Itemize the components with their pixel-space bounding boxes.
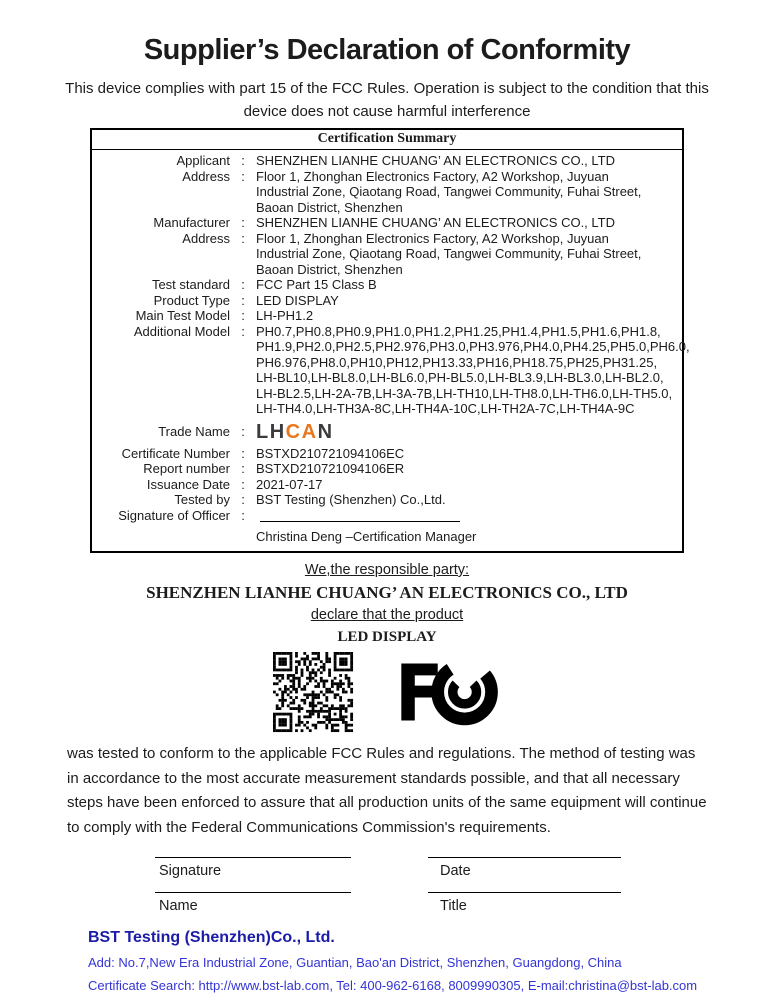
signature-of-officer-label: Signature of Officer <box>118 507 230 523</box>
row-manufacturer: Manufacturer : SHENZHEN LIANHE CHUANG’ AN ELECTRONICS CO., LTD <box>94 215 674 231</box>
row-issuance-date: Issuance Date : 2021-07-17 <box>94 477 674 493</box>
row-test-standard: Test standard : FCC Part 15 Class B <box>94 277 674 293</box>
certification-summary-header: Certification Summary <box>92 130 682 150</box>
row-additional-model: Additional Model : PH0.7,PH0.8,PH0.9,PH1.0,PH1.2,PH1.25,PH1.4,PH1.5,PH1.6,PH1.8, PH1.9,PH2.0,PH2.5,PH2.976,PH3.0,PH3.976,PH4.0,PH4.25,PH5.0,PH6.0, PH6.976,PH8.0,PH10,PH12,PH13.33,PH16,PH18.75,PH25,PH31.25, LH-BL10,LH-BL8.0,LH-BL6.0,PH-BL5.0,LH-BL3.9,LH-BL3.0,LH-BL2.0, LH-BL2.5,LH-2A-7B,LH-3A-7B,LH-TH10,LH-TH8.0,LH-TH6.0,LH-TH5.0, LH-TH4.0,LH-TH3A-8C,LH-TH4A-10C,LH-TH2A-7C,LH-TH4A-9C <box>94 324 674 417</box>
declare-line: declare that the product <box>310 607 464 623</box>
manufacturer-address-label: Address <box>182 230 230 246</box>
tested-by-value: BST Testing (Shenzhen) Co.,Ltd. <box>256 492 446 507</box>
test-standard-value: FCC Part 15 Class B <box>256 277 377 292</box>
lab-footer <box>88 928 774 994</box>
row-applicant-address: Address : Floor 1, Zhonghan Electronics Factory, A2 Workshop, Juyuan Industrial Zone, Qiaotang Road, Tangwei Community, Fuhai Street, Baoan District, Shenzhen <box>94 169 674 216</box>
product-type-label: Product Type <box>153 292 230 308</box>
manufacturer-value: SHENZHEN LIANHE CHUANG’ AN ELECTRONICS CO., LTD <box>256 215 615 230</box>
logo-row <box>0 652 774 732</box>
signature-line <box>155 856 351 858</box>
title-line <box>428 891 621 893</box>
additional-model-label: Additional Model <box>133 323 230 339</box>
name-label: Name <box>159 898 198 914</box>
row-certificate-number: Certificate Number : BSTXD210721094106EC <box>94 446 674 462</box>
row-report-number: Report number : BSTXD210721094106ER <box>94 461 674 477</box>
issuance-date-label: Issuance Date <box>146 476 230 492</box>
conformity-statement: was tested to conform to the applicable FCC Rules and regulations. The method of testing was in accordance to the most accurate measurement standards possible, and that all necessary steps have been enforced to assure that all production units of the same equipment will continue to comply with the Federal Communications Commission's requirements. <box>67 745 707 836</box>
signature-cell <box>155 856 428 879</box>
test-standard-label: Test standard <box>151 277 230 292</box>
certification-summary-box <box>90 128 690 553</box>
row-trade-name: Trade Name : LHCAN <box>94 420 674 444</box>
compliance-subtitle-line1: This device complies with part 15 of the FCC Rules. Operation is subject to the condition that this <box>65 80 709 97</box>
lab-contact: Certificate Search: http://www.bst-lab.com, Tel: 400-962-6168, 8009990305, E-mail:christina@bst-lab.com <box>88 978 698 993</box>
declaration-section <box>0 561 774 732</box>
additional-model-value: PH0.7,PH0.8,PH0.9,PH1.0,PH1.2,PH1.25,PH1.4,PH1.5,PH1.6,PH1.8, PH1.9,PH2.0,PH2.5,PH2.976,PH3.0,PH3.976,PH4.0,PH4.25,PH5.0,PH6.0, PH6.976,PH8.0,PH10,PH12,PH13.33,PH16,PH18.75,PH25,PH31.25, LH-BL10,LH-BL8.0,LH-BL6.0,PH-BL5.0,LH-BL3.9,LH-BL3.0,LH-BL2.0, LH-BL2.5,LH-2A-7B,LH-3A-7B,LH-TH10,LH-TH8.0,LH-TH6.0,LH-TH5.0, LH-TH4.0,LH-TH3A-8C,LH-TH4A-10C,LH-TH2A-7C,LH-TH4A-9C <box>256 323 690 416</box>
compliance-subtitle <box>47 77 727 123</box>
compliance-subtitle-line2: device does not cause harmful interference <box>243 103 531 120</box>
applicant-label: Applicant <box>176 153 230 168</box>
row-product-type: Product Type : LED DISPLAY <box>94 293 674 309</box>
row-officer-name <box>94 529 674 545</box>
row-main-test-model: Main Test Model : LH-PH1.2 <box>94 308 674 324</box>
manufacturer-label: Manufacturer <box>153 215 230 230</box>
date-line <box>428 856 621 858</box>
officer-name-value: Christina Deng –Certification Manager <box>256 529 477 544</box>
report-number-label: Report number <box>143 461 230 476</box>
date-cell <box>428 856 701 879</box>
issuance-date-value: 2021-07-17 <box>256 476 323 492</box>
row-tested-by: Tested by : BST Testing (Shenzhen) Co.,Ltd. <box>94 492 674 508</box>
trade-name-label: Trade Name <box>158 423 230 439</box>
fcc-logo-icon <box>395 654 501 730</box>
certificate-number-label: Certificate Number <box>121 445 230 461</box>
declared-product: LED DISPLAY <box>337 629 437 645</box>
report-number-value: BSTXD210721094106ER <box>256 461 405 476</box>
title-cell <box>428 891 701 914</box>
lhcan-brand-logo: LHCAN <box>256 420 334 443</box>
applicant-value: SHENZHEN LIANHE CHUANG’ AN ELECTRONICS CO., LTD <box>256 153 615 168</box>
lab-company-name: BST Testing (Shenzhen)Co., Ltd. <box>88 929 335 946</box>
certificate-number-value: BSTXD210721094106EC <box>256 445 405 461</box>
page-title: Supplier’s Declaration of Conformity <box>143 34 631 66</box>
lab-address: Add: No.7,New Era Industrial Zone, Guantian, Bao'an District, Shenzhen, Guangdong, China <box>88 955 622 970</box>
row-signature-of-officer: Signature of Officer : <box>94 508 674 526</box>
row-manufacturer-address: Address : Floor 1, Zhonghan Electronics Factory, A2 Workshop, Juyuan Industrial Zone, Qiaotang Road, Tangwei Community, Fuhai Street, Baoan District, Shenzhen <box>94 231 674 278</box>
signature-block <box>155 856 774 914</box>
manufacturer-address-value: Floor 1, Zhonghan Electronics Factory, A2 Workshop, Juyuan Industrial Zone, Qiaotang Road, Tangwei Community, Fuhai Street, Baoan District, Shenzhen <box>256 230 642 277</box>
row-applicant: Applicant : SHENZHEN LIANHE CHUANG’ AN ELECTRONICS CO., LTD <box>94 153 674 169</box>
applicant-address-value: Floor 1, Zhonghan Electronics Factory, A2 Workshop, Juyuan Industrial Zone, Qiaotang Road, Tangwei Community, Fuhai Street, Baoan District, Shenzhen <box>256 168 642 215</box>
tested-by-label: Tested by <box>174 492 230 507</box>
title-label: Title <box>440 898 467 914</box>
name-cell <box>155 891 428 914</box>
certification-summary-rows <box>92 150 690 551</box>
qr-code-icon <box>273 652 353 732</box>
product-type-value: LED DISPLAY <box>256 292 339 308</box>
responsible-party-heading: We,the responsible party: <box>304 562 470 578</box>
name-line <box>155 891 351 893</box>
main-test-model-label: Main Test Model <box>135 308 230 323</box>
main-test-model-value: LH-PH1.2 <box>256 308 314 323</box>
date-label: Date <box>440 863 471 879</box>
officer-signature-line <box>260 508 460 522</box>
signature-label: Signature <box>159 863 222 879</box>
responsible-party-company: SHENZHEN LIANHE CHUANG’ AN ELECTRONICS CO., LTD <box>146 583 628 602</box>
applicant-address-label: Address <box>182 168 230 184</box>
